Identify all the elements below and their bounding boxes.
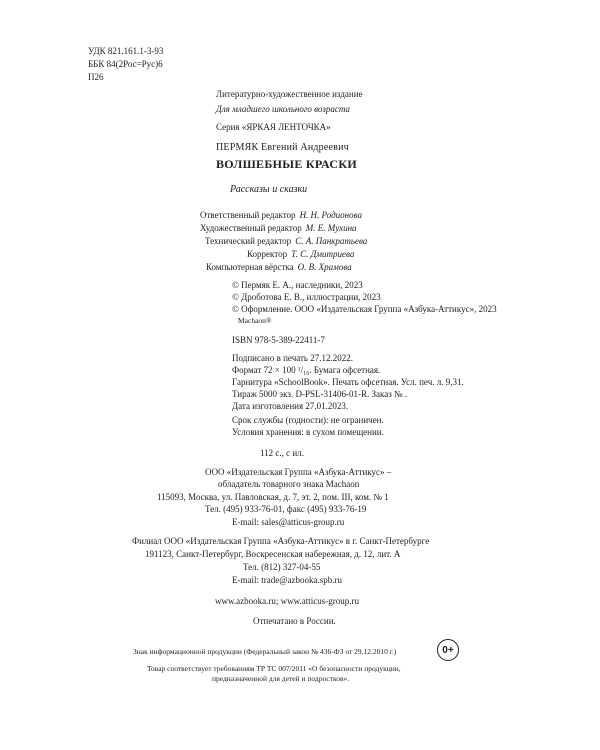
credit-name: С. А. Панкратьева: [295, 236, 368, 246]
author: ПЕРМЯК Евгений Андреевич: [216, 142, 349, 153]
credit-role: Ответственный редактор: [200, 210, 296, 220]
machaon-mark: Machaon®: [238, 316, 272, 325]
credit-role: Художественный редактор: [200, 223, 302, 233]
edition-type: Литературно-художественное издание: [216, 89, 363, 99]
publisher-line: ООО «Издательская Группа «Азбука-Аттикус» –: [205, 467, 392, 477]
subtitle: Рассказы и сказки: [230, 184, 308, 195]
credit-role: Корректор: [247, 249, 288, 259]
credit-name: Т. С. Дмитриева: [291, 249, 355, 259]
copyright-line: © Дроботова Е. В., иллюстрации, 2023: [232, 292, 381, 302]
websites: www.azbooka.ru; www.atticus-group.ru: [215, 596, 360, 606]
author-mark: П26: [88, 72, 104, 82]
credit-row: [205, 236, 367, 247]
series: Серия «ЯРКАЯ ЛЕНТОЧКА»: [216, 122, 331, 132]
credit-row: [206, 262, 352, 273]
branch-email: E-mail: trade@azbooka.spb.ru: [232, 575, 342, 585]
branch-line: Филиал ООО «Издательская Группа «Азбука-Аттикус» в г. Санкт-Петербурге: [132, 536, 430, 546]
credit-role: Технический редактор: [205, 236, 292, 246]
print-info-line: Формат 72 × 100 ¹/₁₆. Бумага офсетная.: [232, 365, 381, 375]
publisher-line: обладатель товарного знака Machaon: [218, 479, 360, 489]
publisher-line: Тел. (495) 933-76-01, факс (495) 933-76-19: [205, 504, 367, 514]
credit-row: [247, 249, 354, 260]
credit-row: [200, 210, 362, 221]
publisher-line: 115093, Москва, ул. Павловская, д. 7, эт. 2, пом. III, ком. № 1: [157, 492, 389, 502]
book-title: ВОЛШЕБНЫЕ КРАСКИ: [216, 157, 357, 171]
credit-name: О. В. Храмова: [297, 262, 352, 272]
credit-row: [200, 223, 357, 234]
print-info-line: Тираж 5000 экз. D-PSL-31406-01-R. Заказ № .: [232, 389, 408, 399]
branch-line: 191123, Санкт-Петербург, Воскресенская набережная, д. 12, лит. А: [145, 549, 401, 559]
print-info-line: Условия хранения: в сухом помещении.: [232, 427, 384, 437]
bbk-code: ББК 84(2Рос=Рус)6: [88, 59, 163, 69]
print-info-line: Подписано в печать 27.12.2022.: [232, 353, 354, 363]
print-info-line: Гарнитура «SchoolBook». Печать офсетная. Усл. печ. л. 9,31.: [232, 377, 464, 387]
isbn: ISBN 978-5-389-22411-7: [232, 335, 325, 345]
copyright-line: © Оформление. ООО «Издательская Группа «Азбука-Аттикус», 2023: [232, 304, 497, 314]
credit-name: М. Е. Мухина: [305, 223, 357, 233]
age-rating-badge: 0+: [437, 639, 459, 661]
credit-role: Компьютерная вёрстка: [206, 262, 294, 272]
udk-code: УДК 821.161.1-3-93: [88, 46, 164, 56]
credit-name: Н. Н. Родионова: [299, 210, 362, 220]
copyright-line: © Пермяк Е. А., наследники, 2023: [232, 280, 363, 290]
audience: Для младшего школьного возраста: [216, 104, 350, 114]
print-info-line: Срок службы (годности): не ограничен.: [232, 415, 384, 425]
branch-line: Тел. (812) 327-04-55: [243, 562, 321, 572]
print-info-line: Дата изготовления 27.01.2023.: [232, 401, 349, 411]
publisher-email: E-mail: sales@atticus-group.ru: [232, 517, 345, 527]
footer-line: предназначенной для детей и подростков».: [212, 674, 350, 683]
footer-line: Знак информационной продукции (Федеральный закон № 436-ФЗ от 29.12.2010 г.): [133, 647, 397, 656]
printed-in: Отпечатано в России.: [253, 616, 336, 626]
footer-line: Товар соответствует требованиям ТР ТС 007/2011 «О безопасности продукции,: [147, 664, 401, 673]
page-count: 112 с., с ил.: [260, 448, 304, 458]
